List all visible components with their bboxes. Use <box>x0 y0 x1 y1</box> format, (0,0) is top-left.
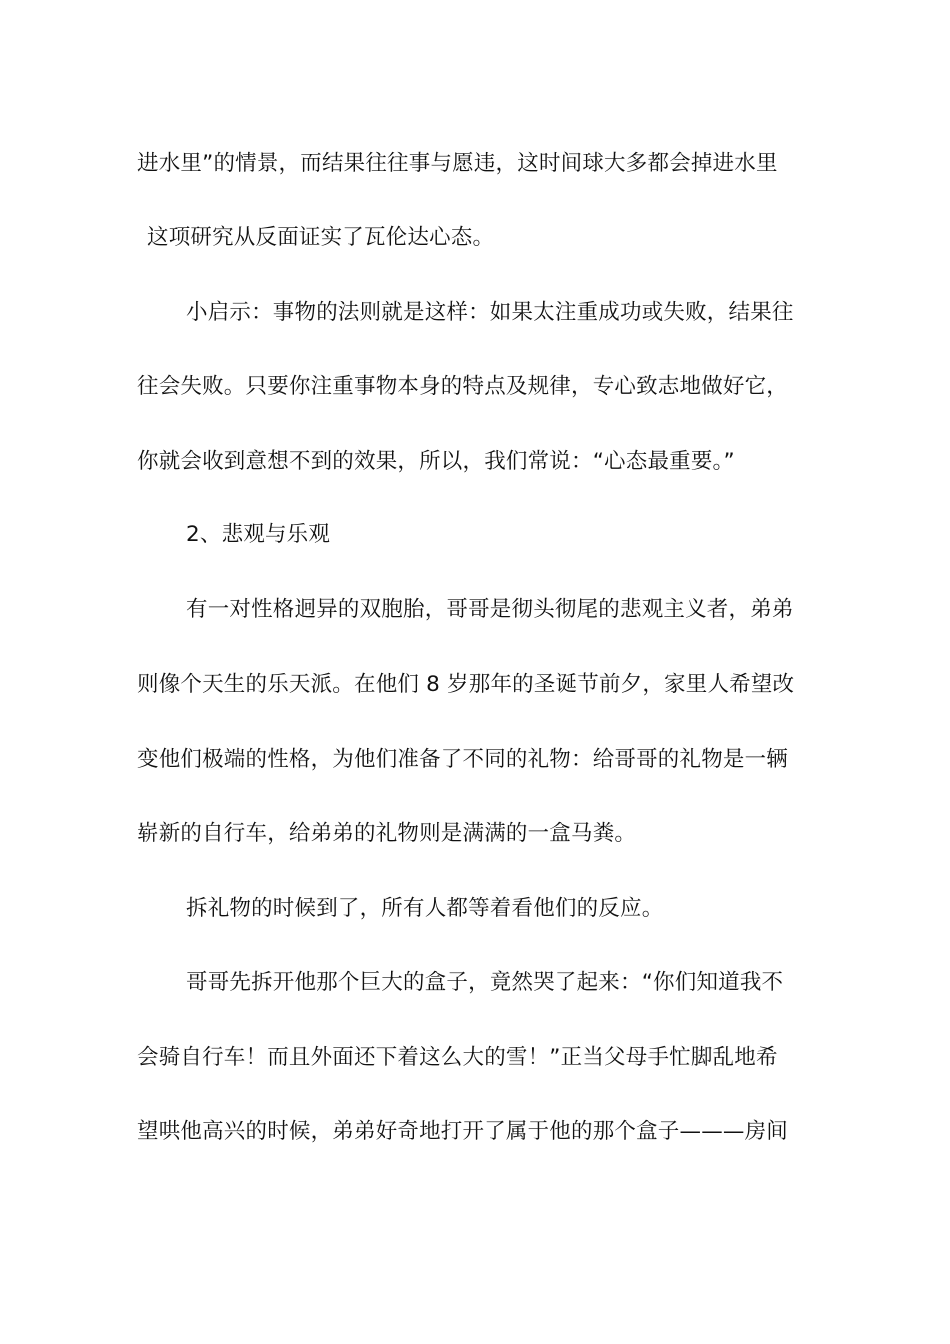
section-heading: 2、悲观与乐观 <box>186 522 331 547</box>
text-line: 崭新的自行车，给弟弟的礼物则是满满的一盒马粪。 <box>137 821 637 846</box>
text-line: 拆礼物的时候到了，所有人都等着看他们的反应。 <box>186 896 664 921</box>
text-line: 小启示：事物的法则就是这样：如果太注重成功或失败，结果往 <box>186 300 794 325</box>
text-line: 则像个天生的乐天派。在他们 8 岁那年的圣诞节前夕，家里人希望改 <box>137 672 795 697</box>
text-line: 有一对性格迥异的双胞胎，哥哥是彻头彻尾的悲观主义者，弟弟 <box>186 597 794 622</box>
text-line: 进水里”的情景，而结果往往事与愿违，这时间球大多都会掉进水里 <box>137 151 778 176</box>
text-line: 这项研究从反面证实了瓦伦达心态。 <box>147 225 495 250</box>
text-line: 变他们极端的性格，为他们准备了不同的礼物：给哥哥的礼物是一辆 <box>137 747 789 772</box>
text-line: 望哄他高兴的时候，弟弟好奇地打开了属于他的那个盒子———房间 <box>137 1119 789 1144</box>
text-line: 你就会收到意想不到的效果，所以，我们常说：“心态最重要。” <box>137 449 735 474</box>
text-line: 哥哥先拆开他那个巨大的盒子，竟然哭了起来：“你们知道我不 <box>186 970 784 995</box>
text-line: 会骑自行车！而且外面还下着这么大的雪！”正当父母手忙脚乱地希 <box>137 1045 778 1070</box>
text-line: 往会失败。只要你注重事物本身的特点及规律，专心致志地做好它， <box>137 374 789 399</box>
